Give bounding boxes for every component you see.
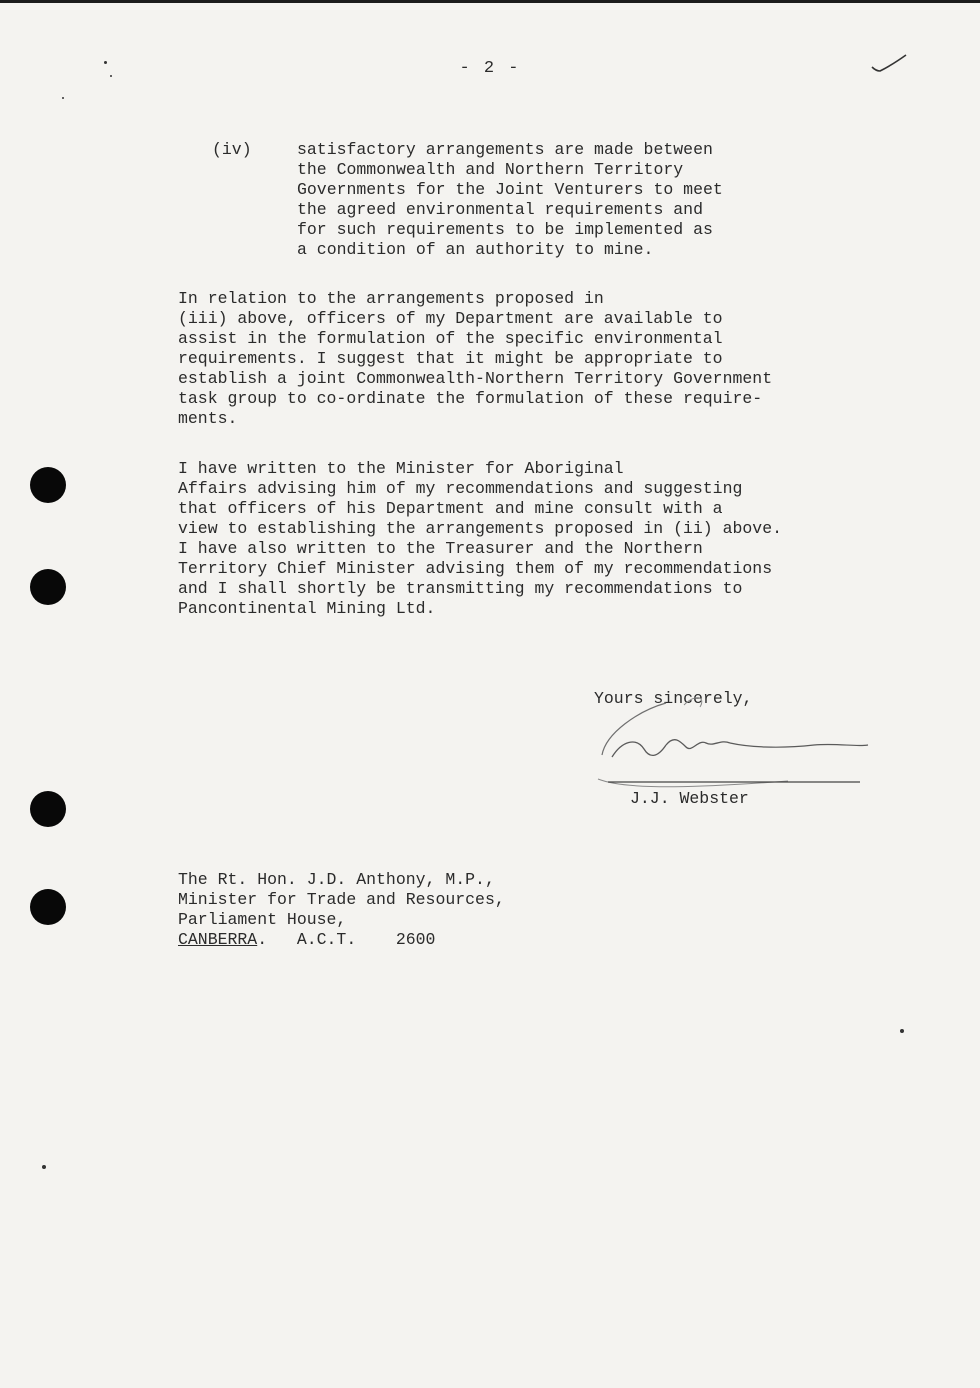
address-city-suffix: . A.C.T. 2600 [257,930,436,949]
closing: Yours sincerely, [594,689,753,708]
speck [62,97,64,99]
address-line: Parliament House, [178,910,347,929]
signature-image [588,683,878,803]
page-number: - 2 - [459,59,521,78]
paragraph-correspondence: I have written to the Minister for Aboriginal Affairs advising him of my recommendations and suggesting that officers of his Department and mine consult with a view to establishing the arrangements proposed in (ii) above. I have also written to the Treasurer and the Northern Territory Chief Minister advising them of my recommendations and I shall shortly be transmitting my recommendations to Pancontinental Mining Ltd. [178,459,782,618]
recipient-address [178,870,505,950]
item-text: satisfactory arrangements are made between the Commonwealth and Northern Territory Governments for the Joint Venturers to meet the agreed environmental requirements and for such requirements to be implemented as a condition of an authority to mine. [297,140,723,259]
address-city: CANBERRA [178,930,258,949]
paragraph-arrangements: In relation to the arrangements proposed in (iii) above, officers of my Department are available to assist in the formulation of the specific environmental requirements. I suggest that it might be appropriate to establish a joint Commonwealth-Northern Territory Government task group to co-ordinate the formulation of these require- ments. [178,289,773,428]
punch-hole [30,889,66,925]
signatory-name: J.J. Webster [630,789,749,808]
address-line: The Rt. Hon. J.D. Anthony, M.P., [178,870,495,889]
item-label: (iv) [212,140,252,159]
checkmark-icon [870,51,910,75]
address-line: Minister for Trade and Resources, [178,890,505,909]
speck [110,75,112,77]
address-city-line [178,930,505,950]
punch-hole [30,791,66,827]
punch-hole [30,569,66,605]
punch-hole [30,467,66,503]
speck [104,61,107,64]
speck [42,1165,46,1169]
speck [900,1029,904,1033]
